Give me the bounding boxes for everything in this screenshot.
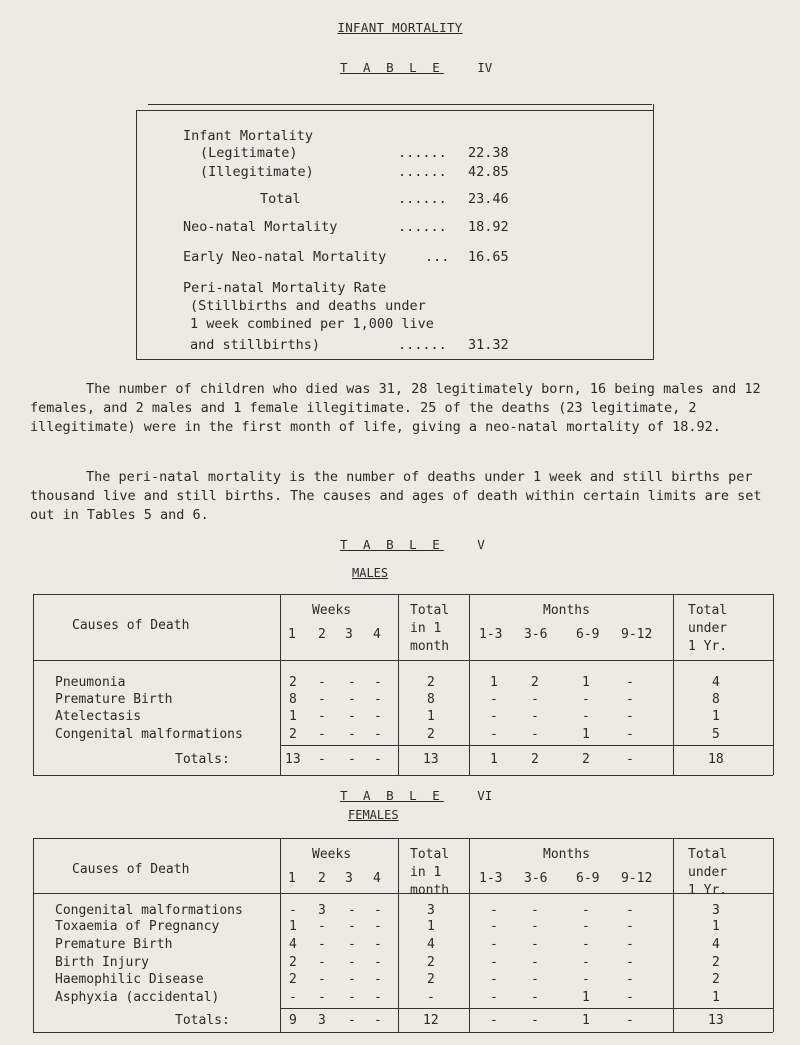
week-value: -: [374, 903, 382, 918]
total-year-header: 1 Yr.: [688, 639, 728, 654]
week-col-header: 3: [345, 627, 353, 642]
totals-label: Totals:: [175, 752, 230, 767]
cause-label: Congenital malformations: [55, 727, 243, 742]
week-value: -: [318, 727, 326, 742]
month-total-value: 2: [427, 675, 435, 690]
week-value: -: [318, 752, 326, 767]
month-value: -: [626, 919, 634, 934]
table-iv-row-value: 42.85: [468, 164, 509, 180]
table-col-divider: [280, 838, 281, 1032]
year-total-value: 2: [712, 955, 720, 970]
total-year-header: 1 Yr.: [688, 883, 728, 898]
month-total-value: 1: [427, 919, 435, 934]
months-header: Months: [543, 847, 590, 862]
month-total-value: 2: [427, 727, 435, 742]
week-value: 13: [285, 752, 301, 767]
total-month-header: in 1: [410, 621, 442, 636]
table-iv-label: [340, 60, 492, 75]
year-total-value: 4: [712, 937, 720, 952]
table-iv-row-value: 31.32: [468, 337, 509, 353]
week-value: 3: [318, 1013, 326, 1028]
week-value: -: [374, 955, 382, 970]
table-col-divider: [280, 594, 281, 775]
month-total-value: 1: [427, 709, 435, 724]
year-total-value: 2: [712, 972, 720, 987]
month-value: 1: [582, 727, 590, 742]
table-totals-divider: [280, 745, 773, 746]
table-iv-row-label: (Stillbirths and deaths under: [190, 298, 426, 314]
month-value: 1: [582, 1013, 590, 1028]
week-value: -: [289, 903, 297, 918]
month-col-header: 6-9: [576, 627, 600, 642]
year-total-value: 8: [712, 692, 720, 707]
table-iv-row-value: 22.38: [468, 145, 509, 161]
total-year-header: Total: [688, 603, 728, 618]
week-value: -: [348, 990, 356, 1005]
month-value: -: [531, 903, 539, 918]
table-iv-row-label: and stillbirths): [190, 337, 321, 353]
week-value: -: [318, 990, 326, 1005]
month-value: -: [490, 709, 498, 724]
table-v-word: T A B L E: [340, 537, 444, 552]
month-value: -: [531, 990, 539, 1005]
month-total-value: 8: [427, 692, 435, 707]
month-value: -: [582, 709, 590, 724]
month-value: -: [582, 919, 590, 934]
week-value: -: [374, 1013, 382, 1028]
table-col-divider: [398, 838, 399, 1032]
month-value: -: [531, 692, 539, 707]
month-col-header: 3-6: [524, 627, 548, 642]
month-value: -: [531, 972, 539, 987]
table-iv-row-label: Early Neo-natal Mortality: [183, 249, 387, 265]
week-value: -: [348, 675, 356, 690]
week-value: -: [318, 972, 326, 987]
total-month-header: in 1: [410, 865, 442, 880]
month-value: -: [531, 937, 539, 952]
cause-label: Asphyxia (accidental): [55, 990, 220, 1005]
week-value: -: [348, 937, 356, 952]
year-total-value: 13: [708, 1013, 724, 1028]
month-value: -: [626, 709, 634, 724]
week-col-header: 3: [345, 871, 353, 886]
year-total-value: 1: [712, 709, 720, 724]
month-value: -: [531, 709, 539, 724]
week-value: 2: [289, 955, 297, 970]
table-border-top: [33, 594, 773, 595]
week-col-header: 2: [318, 871, 326, 886]
table-iv-row-label: (Illegitimate): [200, 164, 314, 180]
table-vi-label: [340, 788, 492, 803]
week-value: -: [374, 675, 382, 690]
total-month-header: month: [410, 639, 450, 654]
month-value: -: [531, 727, 539, 742]
month-total-value: 2: [427, 972, 435, 987]
week-value: -: [318, 692, 326, 707]
year-total-value: 5: [712, 727, 720, 742]
year-total-value: 3: [712, 903, 720, 918]
month-value: -: [582, 692, 590, 707]
month-value: -: [490, 972, 498, 987]
table-iv-row-dots: ......: [398, 337, 447, 353]
month-value: -: [626, 990, 634, 1005]
month-value: -: [490, 955, 498, 970]
table-col-divider: [33, 594, 34, 775]
table-border-bottom: [33, 1032, 773, 1033]
table-iv-number: IV: [477, 60, 493, 75]
week-value: -: [374, 972, 382, 987]
table-col-divider: [673, 594, 674, 775]
table-col-divider: [773, 838, 774, 1032]
week-value: -: [348, 903, 356, 918]
table-totals-divider: [280, 1008, 773, 1009]
table-col-divider: [773, 594, 774, 775]
table-header-divider: [33, 893, 773, 894]
month-value: -: [626, 727, 634, 742]
totals-label: Totals:: [175, 1013, 230, 1028]
table-iv-row-dots: ......: [398, 164, 447, 180]
total-month-header: Total: [410, 847, 450, 862]
month-value: 2: [531, 675, 539, 690]
month-value: -: [490, 937, 498, 952]
month-value: -: [582, 972, 590, 987]
month-value: -: [531, 919, 539, 934]
table-iv-row-label: 1 week combined per 1,000 live: [190, 316, 434, 332]
month-value: -: [626, 903, 634, 918]
causes-header: Causes of Death: [72, 618, 190, 633]
week-value: -: [318, 919, 326, 934]
week-value: -: [318, 675, 326, 690]
month-value: 2: [531, 752, 539, 767]
year-total-value: 1: [712, 919, 720, 934]
month-col-header: 1-3: [479, 627, 503, 642]
week-value: -: [374, 919, 382, 934]
table-col-divider: [469, 838, 470, 1032]
week-value: -: [318, 709, 326, 724]
week-value: -: [348, 955, 356, 970]
table-iv-row-label: (Legitimate): [200, 145, 298, 161]
month-value: -: [626, 752, 634, 767]
week-value: 2: [289, 972, 297, 987]
table-border-bottom: [33, 775, 773, 776]
month-col-header: 6-9: [576, 871, 600, 886]
total-month-header: month: [410, 883, 450, 898]
week-value: 4: [289, 937, 297, 952]
month-value: 1: [582, 990, 590, 1005]
table-v-number: V: [477, 537, 485, 552]
week-value: 2: [289, 727, 297, 742]
month-value: -: [626, 972, 634, 987]
month-value: -: [490, 727, 498, 742]
table-col-divider: [673, 838, 674, 1032]
week-col-header: 1: [288, 871, 296, 886]
week-value: 9: [289, 1013, 297, 1028]
month-total-value: 12: [423, 1013, 439, 1028]
cause-label: Premature Birth: [55, 937, 173, 952]
table-iv-row-value: 18.92: [468, 219, 509, 235]
month-value: -: [582, 937, 590, 952]
total-year-header: under: [688, 621, 728, 636]
month-value: 1: [582, 675, 590, 690]
week-value: -: [374, 692, 382, 707]
week-value: -: [348, 1013, 356, 1028]
month-value: -: [582, 903, 590, 918]
week-value: 3: [318, 903, 326, 918]
table-v-subtitle: MALES: [352, 566, 389, 580]
table-col-divider: [398, 594, 399, 775]
month-value: -: [490, 1013, 498, 1028]
total-month-header: Total: [410, 603, 450, 618]
table-iv-row-dots: ......: [398, 145, 447, 161]
cause-label: Haemophilic Disease: [55, 972, 204, 987]
week-value: -: [374, 727, 382, 742]
cause-label: Pneumonia: [55, 675, 126, 690]
month-value: 1: [490, 675, 498, 690]
week-value: -: [374, 752, 382, 767]
week-value: -: [318, 937, 326, 952]
year-total-value: 18: [708, 752, 724, 767]
year-total-value: 4: [712, 675, 720, 690]
week-value: 8: [289, 692, 297, 707]
month-value: 2: [582, 752, 590, 767]
month-total-value: -: [427, 990, 435, 1005]
week-value: -: [348, 919, 356, 934]
week-value: -: [348, 692, 356, 707]
table-iv-row-dots: ......: [398, 191, 447, 207]
week-col-header: 2: [318, 627, 326, 642]
week-value: -: [348, 727, 356, 742]
month-col-header: 9-12: [621, 627, 653, 642]
table-iv-row-dots: ......: [398, 219, 447, 235]
table-iv-row-label: Total: [260, 191, 301, 207]
table-iv-row-value: 16.65: [468, 249, 509, 265]
week-value: -: [348, 972, 356, 987]
month-col-header: 3-6: [524, 871, 548, 886]
total-year-header: Total: [688, 847, 728, 862]
week-value: -: [318, 955, 326, 970]
month-col-header: 1-3: [479, 871, 503, 886]
table-header-divider: [33, 660, 773, 661]
month-value: -: [626, 955, 634, 970]
month-value: -: [626, 675, 634, 690]
week-col-header: 4: [373, 871, 381, 886]
table-v-label: [340, 537, 485, 552]
week-value: 1: [289, 709, 297, 724]
table-iv-row-label: Neo-natal Mortality: [183, 219, 338, 235]
table-col-divider: [469, 594, 470, 775]
cause-label: Premature Birth: [55, 692, 173, 707]
table-iv-row-label: Peri-natal Mortality Rate: [183, 280, 387, 296]
week-value: 1: [289, 919, 297, 934]
page-title: INFANT MORTALITY: [337, 20, 463, 35]
cause-label: Atelectasis: [55, 709, 142, 724]
total-year-header: under: [688, 865, 728, 880]
month-total-value: 13: [423, 752, 439, 767]
table-vi-subtitle: FEMALES: [348, 808, 399, 822]
month-value: -: [626, 1013, 634, 1028]
month-total-value: 2: [427, 955, 435, 970]
paragraph-1: The number of children who died was 31, 28 legitimately born, 16 being males and 12 females, and 2 males and 1 female illegitimate. 25 of the deaths (23 legitimate, 2 illegitimate) were in the first month of life, giving a neo-natal mortality of 18.92.: [30, 381, 761, 435]
table-vi-number: VI: [477, 788, 493, 803]
month-total-value: 3: [427, 903, 435, 918]
month-value: -: [490, 990, 498, 1005]
month-value: -: [531, 1013, 539, 1028]
month-value: -: [531, 955, 539, 970]
table-iv-row-value: 23.46: [468, 191, 509, 207]
month-total-value: 4: [427, 937, 435, 952]
paragraph-2: The peri-natal mortality is the number of deaths under 1 week and still births per thousand live and still births. The causes and ages of death within certain limits are set out in Tables 5 and 6.: [30, 469, 762, 523]
table-iv-word: T A B L E: [340, 60, 444, 75]
month-value: -: [490, 903, 498, 918]
table-vi-word: T A B L E: [340, 788, 444, 803]
week-col-header: 4: [373, 627, 381, 642]
months-header: Months: [543, 603, 590, 618]
table-col-divider: [33, 838, 34, 1032]
weeks-header: Weeks: [312, 603, 352, 618]
weeks-header: Weeks: [312, 847, 352, 862]
cause-label: Birth Injury: [55, 955, 149, 970]
month-value: -: [626, 937, 634, 952]
month-value: -: [490, 919, 498, 934]
month-value: 1: [490, 752, 498, 767]
month-value: -: [626, 692, 634, 707]
week-col-header: 1: [288, 627, 296, 642]
table-iv-row-label: Infant Mortality: [183, 128, 314, 144]
week-value: -: [374, 709, 382, 724]
week-value: -: [374, 937, 382, 952]
week-value: -: [348, 752, 356, 767]
table-iv-row-dots: ...: [425, 249, 450, 265]
cause-label: Congenital malformations: [55, 903, 243, 918]
cause-label: Toxaemia of Pregnancy: [55, 919, 220, 934]
week-value: 2: [289, 675, 297, 690]
causes-header: Causes of Death: [72, 862, 190, 877]
month-col-header: 9-12: [621, 871, 653, 886]
month-value: -: [582, 955, 590, 970]
table-border-top: [33, 838, 773, 839]
week-value: -: [289, 990, 297, 1005]
week-value: -: [374, 990, 382, 1005]
month-value: -: [490, 692, 498, 707]
year-total-value: 1: [712, 990, 720, 1005]
week-value: -: [348, 709, 356, 724]
